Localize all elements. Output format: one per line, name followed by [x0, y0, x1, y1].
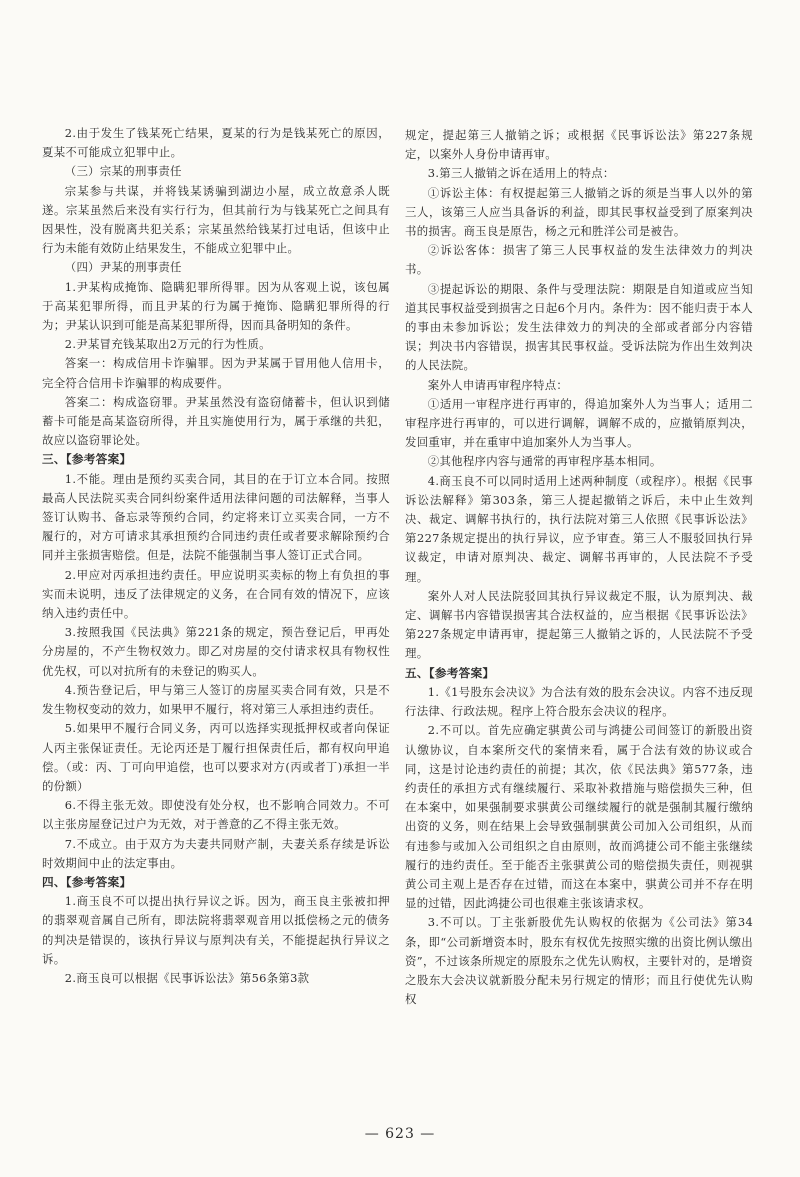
left-section-heading: 三、【参考答案】: [42, 452, 132, 467]
right-paragraph: ①诉讼主体：有权提起第三人撤销之诉的须是当事人以外的第三人，该第三人应当具备诉的利益，即其民事权益受到了原案判决书的损害。商玉良是原告，杨之元和胜洋公司是被告。: [405, 185, 753, 239]
right-paragraph: 3.第三人撤销之诉在适用上的特点：: [427, 166, 615, 181]
page-number: — 623 —: [364, 1126, 436, 1142]
left-paragraph: 1.不能。理由是预约买卖合同，其目的在于订立本合同。按照最高人民法院买卖合同纠纷案件适用法律问题的司法解释，当事人签订认购书、备忘录等预约合同，约定将来订立买卖合同，一方不履行的，对方可请求其承担预约合同违约责任或者要求解除预约合同并主张损害赔偿。但是，法院不能强制当事人签订正式合同。: [42, 471, 390, 563]
right-paragraph: ②其他程序内容与通常的再审程序基本相同。: [427, 454, 662, 469]
left-paragraph: 2.甲应对丙承担违约责任。甲应说明买卖标的物上有负担的事实而未说明，违反了法律规定的义务，在合同有效的情况下，应该纳入违约责任中。: [42, 567, 390, 621]
right-paragraph: ①适用一审程序进行再审的，得追加案外人为当事人；适用二审程序进行再审的，可以进行调解，调解不成的，应撤销原判决，发回重审，并在重审中追加案外人为当事人。: [405, 396, 753, 450]
right-paragraph: 规定，提起第三人撤销之诉；或根据《民事诉讼法》第227条规定，以案外人身份申请再审。: [405, 128, 753, 162]
right-section-heading: 五、【参考答案】: [405, 665, 495, 680]
left-paragraph: 答案二：构成盗窃罪。尹某虽然没有盗窃储蓄卡，但认识到储蓄卡可能是高某盗窃所得，并且实施使用行为，属于承继的共犯，故应以盗窃罪论处。: [42, 394, 390, 448]
left-paragraph: 2.由于发生了钱某死亡结果，夏某的行为是钱某死亡的原因，夏某不可能成立犯罪中止。: [42, 126, 390, 160]
right-paragraph: 4.商玉良不可以同时适用上述两种制度（或程序）。根据《民事诉讼法解释》第303条，第三人提起撤销之诉后，未中止生效判决、裁定、调解书执行的，执行法院对第三人依照《民事诉讼法》第227条规定提出的执行异议，应予审查。第三人不服驳回执行异议裁定，申请对原判决、裁定、调解书再审的，人民法院不予受理。: [405, 473, 753, 584]
left-paragraph: （四）尹某的刑事责任: [64, 260, 182, 275]
right-paragraph: ③提起诉讼的期限、条件与受理法院：期限是自知道或应当知道其民事权益受到损害之日起6个月内。条件为：因不能归责于本人的事由未参加诉讼；发生法律效力的判决的全部或者部分内容错误；判决书内容错误，损害其民事权益。受诉法院为作出生效判决的人民法院。: [405, 281, 753, 373]
left-paragraph: 5.如果甲不履行合同义务，丙可以选择实现抵押权或者向保证人丙主张保证责任。无论丙还是丁履行担保责任后，都有权向甲追偿。（或：丙、丁可向甲追偿，也可以要求对方(丙或者丁)承担一半的份额）: [42, 721, 390, 793]
right-paragraph: 1.《1号股东会决议》为合法有效的股东会决议。内容不违反现行法律、行政法规。程序上符合股东会决议的程序。: [405, 684, 753, 719]
left-paragraph: 4.预告登记后，甲与第三人签订的房屋买卖合同有效，只是不发生物权变动的效力，如果甲不履行，将对第三人承担违约责任。: [42, 682, 390, 717]
left-paragraph: 2.商玉良可以根据《民事诉讼法》第56条第3款: [64, 970, 310, 985]
right-paragraph: 案外人对人民法院驳回其执行异议裁定不服，认为原判决、裁定、调解书内容错误损害其合法权益的，应当根据《民事诉讼法》第227条规定申请再审，提起第三人撤销之诉的，人民法院不予受理。: [405, 588, 753, 661]
left-paragraph: 7.不成立。由于双方为夫妻共同财产制，夫妻关系存续是诉讼时效期间中止的法定事由。: [42, 836, 390, 870]
right-text-column: [405, 126, 753, 1009]
right-paragraph: ②诉讼客体：损害了第三人民事权益的发生法律效力的判决书。: [405, 243, 753, 277]
left-paragraph: 1.尹某构成掩饰、隐瞒犯罪所得罪。因为从客观上说，该包属于高某犯罪所得，而且尹某的行为属于掩饰、隐瞒犯罪所得的行为；尹某认识到可能是高某犯罪所得，因而具备明知的条件。: [42, 279, 390, 333]
right-paragraph: 2.不可以。首先应确定骐黄公司与鸿捷公司间签订的新股出资认缴协议，自本案所交代的案情来看，属于合法有效的协议或合同，这是讨论违约责任的前提；其次，依《民法典》第577条，违约责任的承担方式有继续履行、采取补救措施与赔偿损失三种，但在本案中，如果强制要求骐黄公司继续履行的就是强制其履行缴纳出资的义务，则在结果上会导致强制骐黄公司加入公司组织，从而有违参与或加入公司组织之自由原则，故而鸿捷公司不能主张继续履行的违约责任。至于能否主张骐黄公司的赔偿损失责任，则视骐黄公司主观上是否存在过错，而这在本案中，骐黄公司并不存在明显的过错，因此鸿捷公司也很难主张该请求权。: [405, 723, 753, 911]
left-section-heading: 四、【参考答案】: [42, 874, 132, 889]
left-paragraph: 1.商玉良不可以提出执行异议之诉。因为，商玉良主张被扣押的翡翠观音属自己所有，即法院将翡翠观音用以抵偿杨之元的债务的判决是错误的，该执行异议与原判决有关，不能提起执行异议之诉。: [42, 894, 390, 966]
left-text-column: [42, 124, 390, 988]
left-paragraph: 6.不得主张无效。即使没有处分权，也不影响合同效力。不可以主张房屋登记过户为无效，对于善意的乙不得主张无效。: [42, 798, 390, 832]
right-paragraph: 案外人申请再审程序特点：: [427, 377, 569, 392]
left-paragraph: 宗某参与共谋，并将钱某诱骗到湖边小屋，成立故意杀人既遂。宗某虽然后来没有实行行为，但其前行为与钱某死亡之间具有因果性，没有脱离共犯关系；宗某虽然给钱某打过电话，但该中止行为未能有效防止结果发生，不能成立犯罪中止。: [42, 183, 390, 256]
left-paragraph: 答案一：构成信用卡诈骗罪。因为尹某属于冒用他人信用卡，完全符合信用卡诈骗罪的构成要件。: [42, 356, 390, 390]
left-paragraph: 2.尹某冒充钱某取出2万元的行为性质。: [64, 337, 271, 352]
left-paragraph: 3.按照我国《民法典》第221条的规定，预告登记后，甲再处分房屋的，不产生物权效力。即乙对房屋的交付请求权具有物权性优先权，可以对抗所有的未登记的购买人。: [42, 625, 390, 678]
left-paragraph: （三）宗某的刑事责任: [64, 164, 182, 179]
right-paragraph: 3.不可以。丁主张新股优先认购权的依据为《公司法》第34条，即“公司新增资本时，股东有权优先按照实缴的出资比例认缴出资”，不过该条所规定的原股东之优先认购权，主要针对的，是增资之股东大会决议就新股分配未另行规定的情形；而且行使优先认购权: [405, 915, 753, 1007]
